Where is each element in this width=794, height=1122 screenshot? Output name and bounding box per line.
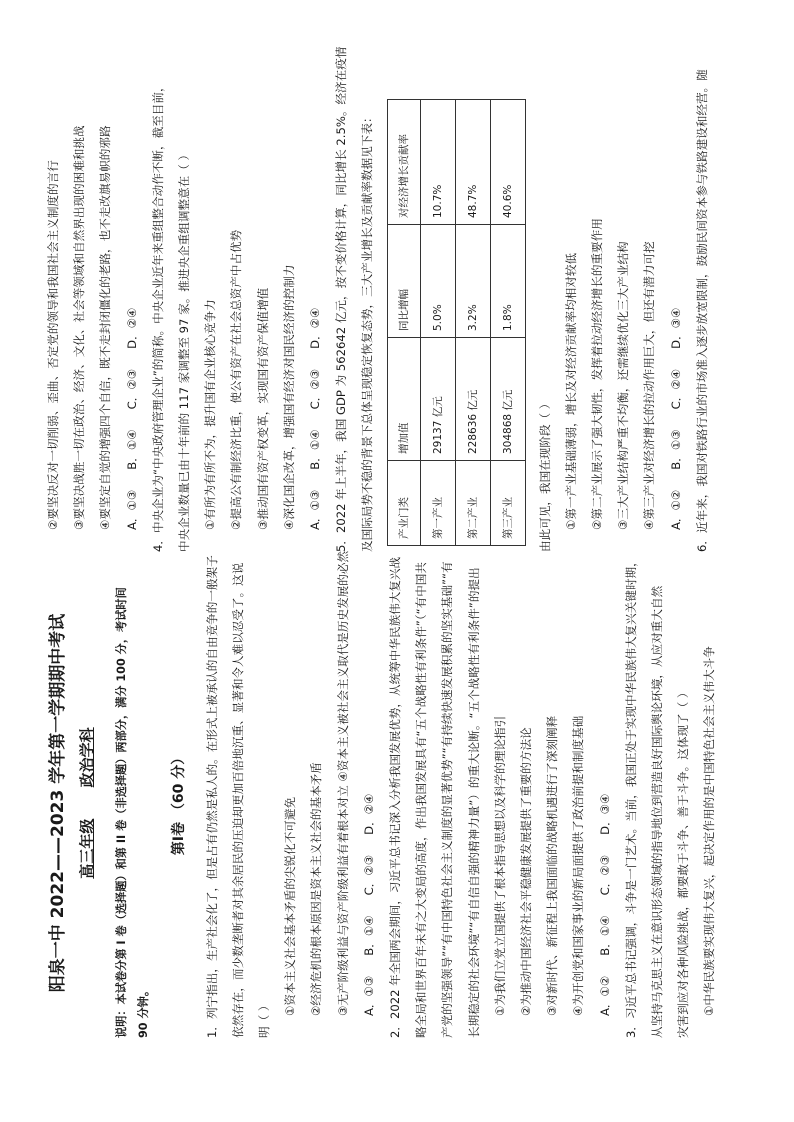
q3-options bbox=[119, 80, 145, 552]
q2-line: 长期稳定的社会环境”“有自信自强的精神力量”）的重大论断。“五个战略性有利条件”的提出 bbox=[466, 567, 481, 1038]
table-cell: 29137 亿元 bbox=[420, 338, 455, 461]
option-d: D．③④ bbox=[668, 307, 683, 349]
q2-item: ②为推动中国经济社会平稳健康发展提供了重要的方法论 bbox=[519, 727, 534, 1016]
q4-item: ①有所为有所不为，提升国有企业核心竞争力 bbox=[203, 299, 218, 530]
q1-item: ③无产阶级利益与资产阶级利益有着根本对立 ④资本主义被社会主义取代是历史发展的必然 bbox=[335, 550, 350, 1016]
option-c: C．②④ bbox=[668, 368, 683, 410]
q5-item: ②第二产业展示了强大韧性，发挥着拉动经济增长的重要作用 bbox=[590, 218, 605, 530]
question-3-continued bbox=[40, 80, 145, 552]
left-column bbox=[40, 550, 723, 1038]
section-title: 第Ⅰ卷 （60 分） bbox=[171, 750, 188, 856]
q2-item: ④为开创党和国家事业的新局面提供了政治前提和制度基础 bbox=[571, 715, 586, 1016]
table-row bbox=[490, 100, 525, 546]
table-cell: 5.0% bbox=[420, 225, 455, 338]
q1-line: 依然存在，而少数垄断者对其余居民的压迫却更加百倍地沉重、显著和令人难以忍受了。这说 bbox=[230, 562, 245, 1038]
option-a: A．①③ bbox=[361, 975, 376, 1016]
q2-item: ①为我们立党立国提供了根本指导思想以及科学的理论指引 bbox=[492, 715, 507, 1016]
q2-options bbox=[592, 568, 618, 1038]
exam-instructions: 说明：本试卷分第 I 卷（选择题）和第 II 卷（非选择题）两部分，满分 100 分，考试时间 90 分钟。 bbox=[115, 587, 151, 1038]
question-5 bbox=[328, 46, 689, 552]
question-4 bbox=[145, 80, 328, 552]
q2-line: 产党的坚强领导”“有中国特色社会主义制度的显著优势”“有持续快速发展积累的坚实基础”“有 bbox=[440, 561, 455, 1038]
table-cell: 10.7% bbox=[420, 100, 455, 225]
option-a: A．①② bbox=[597, 975, 612, 1016]
q4-item: ③推动国有资产权变革，实现国有资产保值增值 bbox=[255, 287, 270, 530]
table-cell: 304868 亿元 bbox=[490, 338, 525, 461]
question-6 bbox=[689, 69, 715, 552]
option-b: B．①④ bbox=[124, 429, 139, 470]
option-b: B．①④ bbox=[361, 915, 376, 956]
q5-line: 5．2022 年上半年，我国 GDP 为 562642 亿元，按不变价格计算，同比增长 2.5%。经济在疫情 bbox=[334, 46, 349, 552]
q4-item: ②提高公有制经济比重，使公有资产在社会总资产中占优势 bbox=[229, 229, 244, 530]
q1-item: ①资本主义社会基本矛盾的尖锐化不可避免 bbox=[283, 796, 298, 1016]
table-row bbox=[420, 100, 455, 546]
q3-item: ③要坚决战胜一切在政治、经济、文化、社会等领域和自然界出现的困难和挑战 bbox=[72, 125, 87, 530]
q5-item: ④第三产业对经济增长的拉动作用巨大，但还有潜力可挖 bbox=[642, 241, 657, 530]
table-cell: 228636 亿元 bbox=[455, 338, 490, 461]
q3-line: 3．习近平总书记强调，斗争是一门艺术。当前，我国正处于实现中华民族伟大复兴关键时期， bbox=[623, 555, 638, 1038]
table-header: 增加值 bbox=[387, 338, 420, 461]
table-cell: 3.2% bbox=[455, 225, 490, 338]
q1-line: 明（ ） bbox=[256, 999, 271, 1038]
q3-item: ①中华民族要实现伟大复兴，起决定作用的是中国特色社会主义伟大斗争 bbox=[702, 646, 717, 1016]
industry-table bbox=[387, 99, 526, 546]
table-cell: 第三产业 bbox=[490, 461, 525, 546]
question-2 bbox=[382, 556, 618, 1038]
q1-line: 1．列宁指出，生产社会化了，但是占有仍然是私人的。在形式上被承认的自由竞争的一般架子 bbox=[204, 555, 219, 1038]
table-cell: 第一产业 bbox=[420, 461, 455, 546]
q1-item: ②经济危机的根本原因是资本主义社会的基本矛盾 bbox=[309, 762, 324, 1016]
option-b: B．①③ bbox=[668, 429, 683, 470]
option-c: C．②③ bbox=[597, 854, 612, 896]
option-c: C．②③ bbox=[124, 368, 139, 410]
option-d: D．②④ bbox=[308, 307, 323, 349]
option-a: A．①③ bbox=[308, 489, 323, 530]
q5-line: 及国际局势不稳的背景下总体呈现稳定恢复态势，三大产业增长及贡献率数据见下表： bbox=[360, 111, 375, 552]
q1-options bbox=[356, 568, 382, 1038]
q5-stem: 由此可见，我国在现阶段（ ） bbox=[537, 397, 552, 552]
q6-line: 6．近年来，我国对铁路行业的市场准入逐步放宽限制，鼓励民间资本参与铁路建设和经营。随 bbox=[694, 69, 709, 552]
q3-line: 从坚持马克思主义在意识形态领域的指导地位到营造良好国际舆论环境，从应对重大自然 bbox=[650, 585, 665, 1038]
q4-line: 中央企业数量已由十年前的 117 家调整至 97 家。推进央企重组调整意在（ ） bbox=[177, 148, 192, 552]
table-cell: 1.8% bbox=[490, 225, 525, 338]
table-header: 同比增幅 bbox=[387, 225, 420, 338]
option-a: A．①② bbox=[668, 489, 683, 530]
subject-label: 政治学科 bbox=[78, 727, 96, 788]
q2-item: ③对新时代、新征程上我国面临的战略机遇进行了深刻阐释 bbox=[545, 715, 560, 1016]
q4-item: ④深化国企改革，增强国有经济对国民经济的控制力 bbox=[281, 264, 296, 530]
table-header: 对经济增长贡献率 bbox=[387, 100, 420, 225]
table-cell: 第二产业 bbox=[455, 461, 490, 546]
q3-item: ②要坚决反对一切削弱、歪曲、否定党的领导和我国社会主义制度的言行 bbox=[46, 160, 60, 530]
exam-title: 阳泉一中 2022——2023 学年第一学期期中考试 bbox=[48, 613, 68, 993]
option-b: B．①④ bbox=[308, 429, 323, 470]
table-cell: 48.7% bbox=[455, 100, 490, 225]
table-row bbox=[455, 100, 490, 546]
q5-options bbox=[663, 80, 689, 552]
option-d: D．②④ bbox=[361, 793, 376, 835]
q2-line: 2．2022 年全国两会期间，习近平总书记深入分析我国发展优势，从统筹中华民族伟大复兴战 bbox=[388, 556, 402, 1038]
option-a: A．①③ bbox=[124, 489, 139, 530]
q5-item: ①第一产业基础薄弱，增长及对经济贡献率均相对较低 bbox=[563, 252, 578, 530]
q2-line: 略全局和世界百年未有之大变局的高度，作出我国发展具有“五个战略性有利条件”（“有中国共 bbox=[414, 562, 429, 1038]
exam-subtitle bbox=[74, 568, 100, 1038]
q5-item: ③三大产业结构严重不均衡，还需继续优化三大产业结构 bbox=[616, 241, 631, 530]
right-column bbox=[40, 46, 715, 552]
grade-label: 高三年级 bbox=[78, 818, 96, 879]
option-b: B．①④ bbox=[597, 915, 612, 956]
q4-options bbox=[302, 80, 328, 552]
table-header: 产业门类 bbox=[387, 461, 420, 546]
option-c: C．②③ bbox=[361, 854, 376, 896]
q3-line: 灾害到应对各种风险挑战，都要敢于斗争、善于斗争。这体现了（ ） bbox=[676, 686, 691, 1038]
table-header-row bbox=[387, 100, 420, 546]
option-c: C．②③ bbox=[308, 368, 323, 410]
q3-item: ④要坚定自觉的增强四个自信，既不走封闭僵化的老路，也不走改旗易帜的邪路 bbox=[98, 125, 113, 530]
table-cell: 40.6% bbox=[490, 100, 525, 225]
q4-line: 4．中央企业为“中央政府管理企业”的简称。中央企业近年来重组整合动作不断，截至目前， bbox=[150, 80, 165, 552]
option-d: D．③④ bbox=[597, 793, 612, 835]
question-1 bbox=[199, 550, 382, 1038]
question-3 bbox=[618, 555, 723, 1038]
option-d: D．②④ bbox=[124, 307, 139, 349]
